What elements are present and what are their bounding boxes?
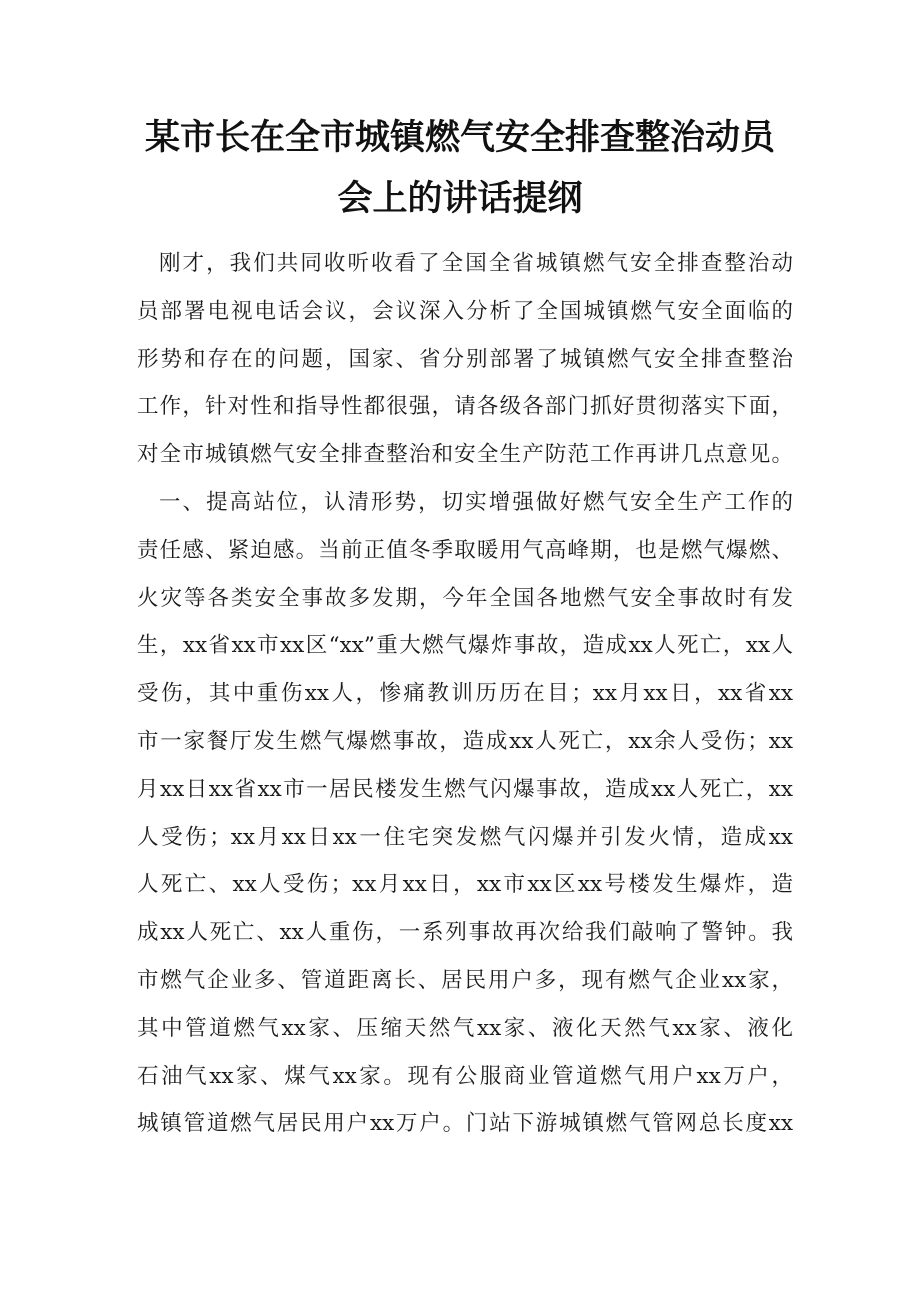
text-line: 城镇管道燃气居民用户xx万户。门站下游城镇燃气管网总长度xx xyxy=(137,1111,793,1137)
text-line: 一、提高站位，认清形势，切实增强做好燃气安全生产工作的 xyxy=(159,489,793,515)
text-line: 其中管道燃气xx家、压缩天然气xx家、液化天然气xx家、液化 xyxy=(137,1015,793,1041)
document-body xyxy=(137,240,793,1148)
text-line: 对全市城镇燃气安全排查整治和安全生产防范工作再讲几点意见。 xyxy=(137,442,793,468)
document-title-line-2: 会上的讲话提纲 xyxy=(337,179,583,219)
text-line: 石油气xx家、煤气xx家。现有公服商业管道燃气用户xx万户， xyxy=(137,1063,793,1089)
paragraph-intro xyxy=(137,240,793,479)
text-line: 月xx日xx省xx市一居民楼发生燃气闪爆事故，造成xx人死亡，xx xyxy=(137,776,793,802)
text-line: 形势和存在的问题，国家、省分别部署了城镇燃气安全排查整治 xyxy=(137,346,793,372)
text-line: 员部署电视电话会议，会议深入分析了全国城镇燃气安全面临的 xyxy=(137,298,793,324)
text-line: 市一家餐厅发生燃气爆燃事故，造成xx人死亡，xx余人受伤；xx xyxy=(137,728,793,754)
text-line: 人受伤；xx月xx日xx一住宅突发燃气闪爆并引发火情，造成xx xyxy=(137,824,793,850)
text-line: 责任感、紧迫感。当前正值冬季取暖用气高峰期，也是燃气爆燃、 xyxy=(137,537,793,563)
document-title-line-1: 某市长在全市城镇燃气安全排查整治动员 xyxy=(144,118,775,158)
text-line: 人死亡、xx人受伤；xx月xx日，xx市xx区xx号楼发生爆炸，造 xyxy=(137,872,793,898)
text-line: 受伤，其中重伤xx人，惨痛教训历历在目；xx月xx日，xx省xx xyxy=(137,681,793,707)
text-line: 成xx人死亡、xx人重伤，一系列事故再次给我们敲响了警钟。我 xyxy=(137,920,793,946)
text-line: 工作，针对性和指导性都很强，请各级各部门抓好贯彻落实下面， xyxy=(137,394,793,420)
text-line: 市燃气企业多、管道距离长、居民用户多，现有燃气企业xx家， xyxy=(137,967,793,993)
paragraph-section-one xyxy=(137,479,793,1148)
text-line: 刚才，我们共同收听收看了全国全省城镇燃气安全排查整治动 xyxy=(159,251,793,276)
text-line: 生，xx省xx市xx区“xx”重大燃气爆炸事故，造成xx人死亡，xx人 xyxy=(137,633,793,659)
text-line: 火灾等各类安全事故多发期，今年全国各地燃气安全事故时有发 xyxy=(137,585,793,611)
